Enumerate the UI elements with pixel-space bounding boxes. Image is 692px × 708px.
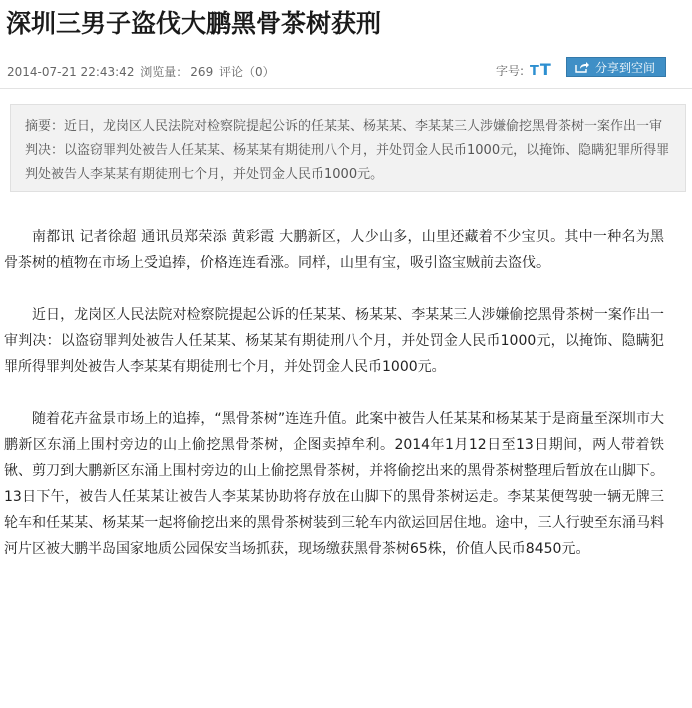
- comments-link[interactable]: 评论（0）: [219, 65, 275, 79]
- font-size-label: 字号:: [496, 64, 525, 78]
- article-paragraph: 南都讯 记者徐超 通讯员郑荣添 黄彩霞 大鹏新区，人少山多，山里还藏着不少宝贝。其中一种名为黑骨茶树的植物在市场上受追捧，价格连连看涨。同样，山里有宝，吸引盗宝贼前去盗伐。: [4, 229, 664, 271]
- font-size-control: [496, 60, 551, 79]
- article-meta: [7, 63, 277, 80]
- publish-datetime: 2014-07-21 22:43:42: [7, 65, 135, 79]
- article-title: 深圳三男子盗伐大鹏黑骨茶树获刑: [6, 9, 382, 38]
- font-small-button[interactable]: T: [530, 64, 539, 79]
- share-to-qzone-button[interactable]: [566, 57, 666, 77]
- divider: [0, 88, 692, 89]
- share-label: 分享到空间: [595, 60, 656, 75]
- views-label: 浏览量：: [140, 65, 189, 79]
- article-paragraph: 近日，龙岗区人民法院对检察院提起公诉的任某某、杨某某、李某某三人涉嫌偷挖黑骨茶树一案作出一审判决：以盗窃罪判处被告人任某某、杨某某有期徒刑八个月，并处罚金人民币1000元，以掩饰、隐瞒犯罪所得罪判处被告人李某某有期徒刑七个月，并处罚金人民币1000元。: [4, 307, 664, 375]
- font-large-button[interactable]: T: [539, 60, 551, 79]
- article-body: [4, 224, 664, 588]
- article-paragraph: 随着花卉盆景市场上的追捧，“黑骨茶树”连连升值。此案中被告人任某某和杨某某于是商量至深圳市大鹏新区东涌上围村旁边的山上偷挖黑骨茶树，企图卖掉牟利。2014年1月12日至13日期间，两人带着铁锹、剪刀到大鹏新区东涌上围村旁边的山上偷挖黑骨茶树，并将偷挖出来的黑骨茶树整理后暂放在山脚下。13日下午，被告人任某某让被告人李某某协助将存放在山脚下的黑骨茶树运走。李某某便驾驶一辆无牌三轮车和任某某、杨某某一起将偷挖出来的黑骨茶树装到三轮车内欲运回居住地。途中，三人行驶至东涌马料河片区被大鹏半岛国家地质公园保安当场抓获，现场缴获黑骨茶树65株，价值人民币8450元。: [4, 411, 664, 557]
- share-arrow-icon: [575, 61, 589, 73]
- article-summary: 摘要：近日，龙岗区人民法院对检察院提起公诉的任某某、杨某某、李某某三人涉嫌偷挖黑骨茶树一案作出一审判决：以盗窃罪判处被告人任某某、杨某某有期徒刑八个月，并处罚金人民币1000元，以掩饰、隐瞒犯罪所得罪判处被告人李某某有期徒刑七个月，并处罚金人民币1000元。: [10, 104, 686, 192]
- views-count: 269: [190, 65, 214, 79]
